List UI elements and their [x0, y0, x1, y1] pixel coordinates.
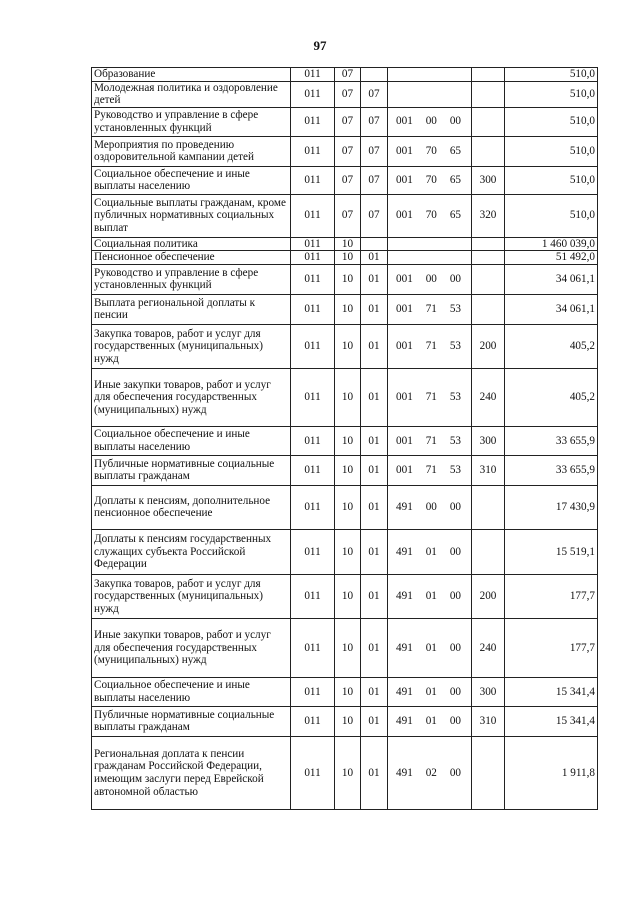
subsection-code: 01	[361, 455, 388, 485]
expense-type-code: 320	[472, 194, 505, 237]
target-article-part: 01	[425, 715, 437, 728]
subsection-code: 07	[361, 194, 388, 237]
target-article-part: 491	[396, 766, 413, 779]
amount-value: 33 655,9	[505, 455, 598, 485]
target-article-part: 70	[425, 144, 437, 157]
target-article-code	[388, 68, 472, 82]
row-name: Образование	[92, 68, 291, 82]
amount-value: 405,2	[505, 324, 598, 368]
row-name: Молодежная политика и оздоровление детей	[92, 81, 291, 107]
target-article-part: 01	[425, 590, 437, 603]
ministry-code: 011	[291, 574, 335, 618]
target-article-part: 001	[396, 273, 413, 286]
ministry-code: 011	[291, 426, 335, 455]
table-row	[92, 618, 598, 677]
section-code: 10	[335, 706, 361, 736]
amount-value: 510,0	[505, 107, 598, 136]
target-article-part: 491	[396, 545, 413, 558]
ministry-code: 011	[291, 677, 335, 706]
section-code: 10	[335, 455, 361, 485]
ministry-code: 011	[291, 485, 335, 529]
expense-type-code: 300	[472, 677, 505, 706]
subsection-code: 01	[361, 706, 388, 736]
subsection-code: 07	[361, 136, 388, 166]
target-article-part: 00	[425, 501, 437, 514]
amount-value: 405,2	[505, 368, 598, 426]
amount-value: 510,0	[505, 194, 598, 237]
target-article-part: 70	[425, 209, 437, 222]
ministry-code: 011	[291, 706, 335, 736]
target-article-part: 71	[425, 391, 437, 404]
row-name: Доплаты к пенсиям, дополнительное пенсионное обеспечение	[92, 485, 291, 529]
ministry-code: 011	[291, 264, 335, 294]
target-article-part: 001	[396, 173, 413, 186]
table-row	[92, 237, 598, 251]
amount-value: 17 430,9	[505, 485, 598, 529]
ministry-code: 011	[291, 529, 335, 574]
section-code: 10	[335, 574, 361, 618]
table-row	[92, 81, 598, 107]
target-article-part: 001	[396, 464, 413, 477]
target-article-code	[388, 81, 472, 107]
expense-type-code: 310	[472, 455, 505, 485]
target-article-code	[388, 264, 472, 294]
target-article-part: 00	[425, 273, 437, 286]
row-name: Иные закупки товаров, работ и услуг для обеспечения государственных (муниципальных) нужд	[92, 368, 291, 426]
expense-type-code	[472, 107, 505, 136]
ministry-code: 011	[291, 68, 335, 82]
target-article-code	[388, 107, 472, 136]
expense-type-code	[472, 81, 505, 107]
row-name: Пенсионное обеспечение	[92, 251, 291, 265]
target-article-code	[388, 618, 472, 677]
row-name: Мероприятия по проведению оздоровительной кампании детей	[92, 136, 291, 166]
budget-table	[91, 67, 598, 810]
expense-type-code	[472, 736, 505, 809]
target-article-part: 53	[449, 303, 461, 316]
amount-value: 15 341,4	[505, 706, 598, 736]
ministry-code: 011	[291, 736, 335, 809]
row-name: Доплаты к пенсиям государственных служащих субъекта Российской Федерации	[92, 529, 291, 574]
amount-value: 1 911,8	[505, 736, 598, 809]
target-article-code	[388, 529, 472, 574]
amount-value: 510,0	[505, 68, 598, 82]
row-name: Региональная доплата к пенсии гражданам Российской Федерации, имеющим заслуги перед Еврейской автономной областью	[92, 736, 291, 809]
expense-type-code	[472, 237, 505, 251]
target-article-code	[388, 324, 472, 368]
table-row	[92, 529, 598, 574]
table-row	[92, 68, 598, 82]
table-row	[92, 107, 598, 136]
target-article-part: 00	[449, 766, 461, 779]
target-article-part: 001	[396, 303, 413, 316]
section-code: 07	[335, 194, 361, 237]
section-code: 07	[335, 107, 361, 136]
target-article-part: 001	[396, 391, 413, 404]
target-article-part: 00	[449, 590, 461, 603]
expense-type-code	[472, 294, 505, 324]
ministry-code: 011	[291, 294, 335, 324]
subsection-code: 01	[361, 426, 388, 455]
section-code: 10	[335, 264, 361, 294]
section-code: 10	[335, 324, 361, 368]
target-article-part: 65	[449, 144, 461, 157]
ministry-code: 011	[291, 324, 335, 368]
target-article-part: 71	[425, 303, 437, 316]
target-article-code	[388, 485, 472, 529]
target-article-part: 001	[396, 340, 413, 353]
table-row	[92, 574, 598, 618]
row-name: Закупка товаров, работ и услуг для государственных (муниципальных) нужд	[92, 574, 291, 618]
target-article-part: 01	[425, 685, 437, 698]
target-article-part: 491	[396, 685, 413, 698]
target-article-part: 491	[396, 715, 413, 728]
target-article-part: 53	[449, 391, 461, 404]
section-code: 10	[335, 368, 361, 426]
target-article-code	[388, 237, 472, 251]
subsection-code: 01	[361, 324, 388, 368]
amount-value: 510,0	[505, 166, 598, 194]
subsection-code: 01	[361, 574, 388, 618]
table-row	[92, 194, 598, 237]
target-article-part: 00	[449, 685, 461, 698]
table-row	[92, 166, 598, 194]
ministry-code: 011	[291, 368, 335, 426]
amount-value: 33 655,9	[505, 426, 598, 455]
section-code: 07	[335, 68, 361, 82]
target-article-code	[388, 166, 472, 194]
table-row	[92, 264, 598, 294]
target-article-part: 001	[396, 434, 413, 447]
subsection-code: 01	[361, 618, 388, 677]
target-article-code	[388, 294, 472, 324]
target-article-part: 491	[396, 641, 413, 654]
expense-type-code	[472, 264, 505, 294]
section-code: 10	[335, 426, 361, 455]
target-article-part: 001	[396, 115, 413, 128]
target-article-part: 53	[449, 464, 461, 477]
ministry-code: 011	[291, 618, 335, 677]
subsection-code: 01	[361, 251, 388, 265]
target-article-code	[388, 251, 472, 265]
ministry-code: 011	[291, 251, 335, 265]
ministry-code: 011	[291, 194, 335, 237]
subsection-code: 01	[361, 264, 388, 294]
subsection-code: 01	[361, 529, 388, 574]
target-article-code	[388, 455, 472, 485]
subsection-code: 01	[361, 677, 388, 706]
expense-type-code	[472, 485, 505, 529]
amount-value: 34 061,1	[505, 264, 598, 294]
section-code: 10	[335, 618, 361, 677]
row-name: Социальное обеспечение и иные выплаты населению	[92, 426, 291, 455]
ministry-code: 011	[291, 166, 335, 194]
target-article-code	[388, 136, 472, 166]
target-article-code	[388, 677, 472, 706]
row-name: Социальная политика	[92, 237, 291, 251]
target-article-part: 53	[449, 434, 461, 447]
expense-type-code	[472, 529, 505, 574]
subsection-code: 01	[361, 294, 388, 324]
ministry-code: 011	[291, 237, 335, 251]
table-row	[92, 136, 598, 166]
ministry-code: 011	[291, 455, 335, 485]
expense-type-code: 240	[472, 618, 505, 677]
target-article-code	[388, 706, 472, 736]
amount-value: 1 460 039,0	[505, 237, 598, 251]
subsection-code: 01	[361, 485, 388, 529]
target-article-part: 491	[396, 501, 413, 514]
target-article-part: 00	[449, 641, 461, 654]
row-name: Социальное обеспечение и иные выплаты населению	[92, 677, 291, 706]
section-code: 10	[335, 736, 361, 809]
target-article-part: 65	[449, 209, 461, 222]
section-code: 07	[335, 136, 361, 166]
expense-type-code: 200	[472, 574, 505, 618]
ministry-code: 011	[291, 136, 335, 166]
expense-type-code: 300	[472, 426, 505, 455]
target-article-part: 00	[449, 115, 461, 128]
table-row	[92, 368, 598, 426]
expense-type-code	[472, 136, 505, 166]
amount-value: 177,7	[505, 574, 598, 618]
expense-type-code	[472, 68, 505, 82]
row-name: Публичные нормативные социальные выплаты гражданам	[92, 455, 291, 485]
table-row	[92, 455, 598, 485]
row-name: Руководство и управление в сфере установленных функций	[92, 107, 291, 136]
section-code: 10	[335, 485, 361, 529]
target-article-part: 00	[449, 715, 461, 728]
amount-value: 15 519,1	[505, 529, 598, 574]
table-row	[92, 324, 598, 368]
target-article-part: 001	[396, 144, 413, 157]
target-article-part: 02	[425, 766, 437, 779]
row-name: Выплата региональной доплаты к пенсии	[92, 294, 291, 324]
expense-type-code: 310	[472, 706, 505, 736]
amount-value: 51 492,0	[505, 251, 598, 265]
subsection-code	[361, 68, 388, 82]
section-code: 10	[335, 251, 361, 265]
table-row	[92, 736, 598, 809]
target-article-code	[388, 194, 472, 237]
row-name: Закупка товаров, работ и услуг для государственных (муниципальных) нужд	[92, 324, 291, 368]
row-name: Иные закупки товаров, работ и услуг для обеспечения государственных (муниципальных) нужд	[92, 618, 291, 677]
table-row	[92, 251, 598, 265]
target-article-part: 00	[449, 545, 461, 558]
table-row	[92, 706, 598, 736]
section-code: 10	[335, 529, 361, 574]
target-article-part: 65	[449, 173, 461, 186]
subsection-code: 07	[361, 107, 388, 136]
section-code: 07	[335, 166, 361, 194]
row-name: Руководство и управление в сфере установленных функций	[92, 264, 291, 294]
amount-value: 34 061,1	[505, 294, 598, 324]
row-name: Социальные выплаты гражданам, кроме публичных нормативных социальных выплат	[92, 194, 291, 237]
target-article-code	[388, 736, 472, 809]
amount-value: 177,7	[505, 618, 598, 677]
expense-type-code	[472, 251, 505, 265]
target-article-part: 71	[425, 340, 437, 353]
target-article-part: 53	[449, 340, 461, 353]
table-row	[92, 426, 598, 455]
target-article-part: 00	[449, 501, 461, 514]
target-article-part: 71	[425, 434, 437, 447]
table-row	[92, 294, 598, 324]
expense-type-code: 300	[472, 166, 505, 194]
expense-type-code: 200	[472, 324, 505, 368]
ministry-code: 011	[291, 107, 335, 136]
subsection-code: 07	[361, 166, 388, 194]
subsection-code: 01	[361, 736, 388, 809]
row-name: Социальное обеспечение и иные выплаты населению	[92, 166, 291, 194]
amount-value: 510,0	[505, 136, 598, 166]
subsection-code: 01	[361, 368, 388, 426]
row-name: Публичные нормативные социальные выплаты гражданам	[92, 706, 291, 736]
target-article-part: 01	[425, 641, 437, 654]
section-code: 10	[335, 294, 361, 324]
page-number: 97	[313, 38, 327, 53]
target-article-part: 00	[425, 115, 437, 128]
target-article-part: 491	[396, 590, 413, 603]
target-article-part: 71	[425, 464, 437, 477]
subsection-code: 07	[361, 81, 388, 107]
section-code: 10	[335, 677, 361, 706]
subsection-code	[361, 237, 388, 251]
ministry-code: 011	[291, 81, 335, 107]
target-article-part: 70	[425, 173, 437, 186]
expense-type-code: 240	[472, 368, 505, 426]
table-row	[92, 485, 598, 529]
amount-value: 15 341,4	[505, 677, 598, 706]
amount-value: 510,0	[505, 81, 598, 107]
target-article-part: 001	[396, 209, 413, 222]
target-article-code	[388, 574, 472, 618]
target-article-part: 00	[449, 273, 461, 286]
section-code: 10	[335, 237, 361, 251]
target-article-code	[388, 368, 472, 426]
target-article-code	[388, 426, 472, 455]
table-row	[92, 677, 598, 706]
section-code: 07	[335, 81, 361, 107]
target-article-part: 01	[425, 545, 437, 558]
